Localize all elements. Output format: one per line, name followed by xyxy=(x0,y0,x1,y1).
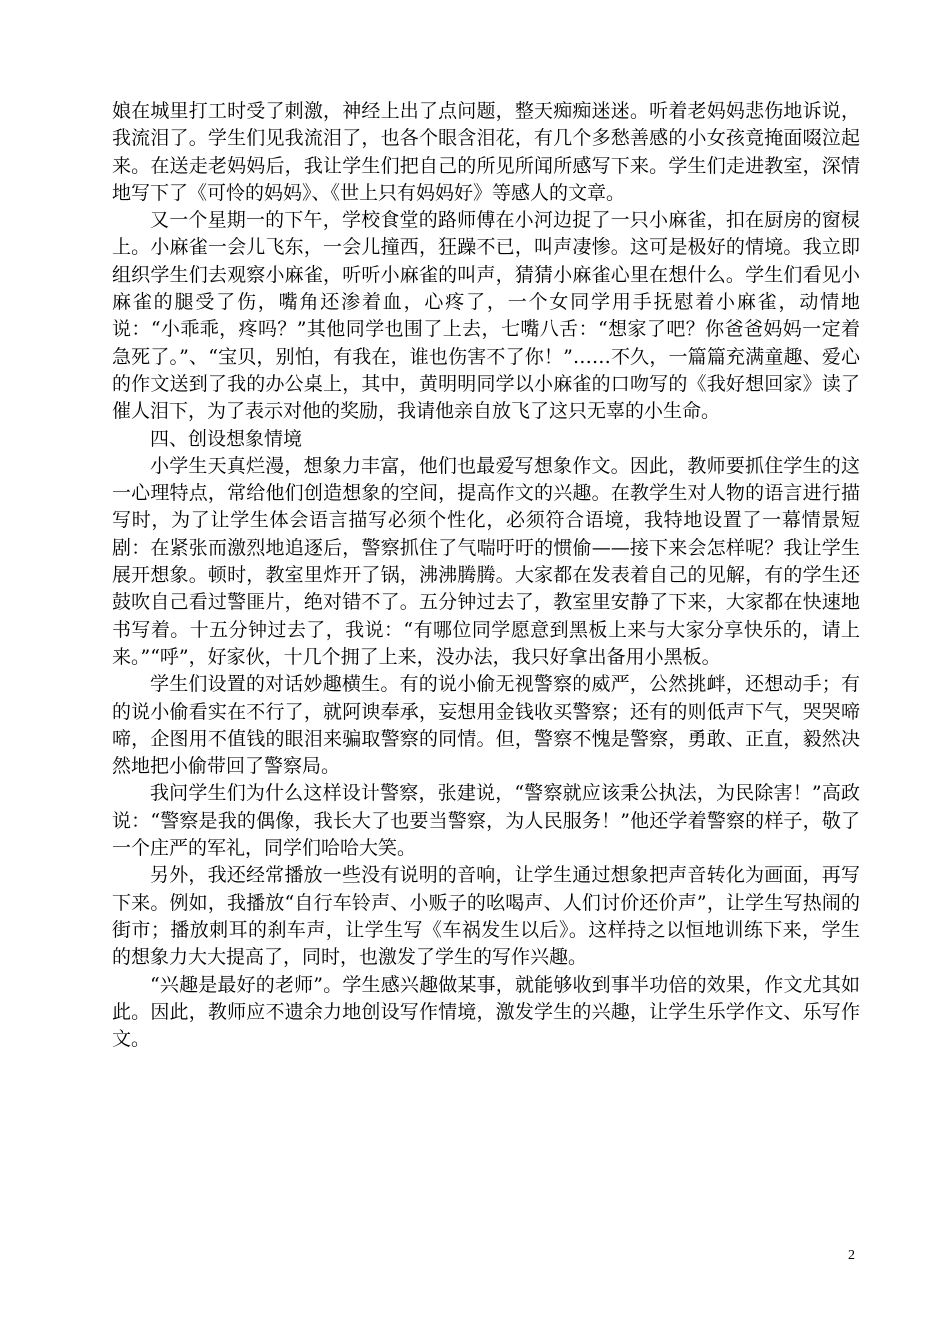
section-heading: 四、创设想象情境 xyxy=(150,427,303,450)
paragraph-dialogue: 学生们设置的对话妙趣横生。有的说小偷无视警察的威严，公然挑衅，还想动手；有的说小偷看实在不行了，就阿谀奉承，妄想用金钱收买警察；还有的则低声下气，哭哭啼啼，企图用不值钱的眼泪来骗取警察的同情。但，警察不愧是警察，勇敢、正直，毅然决然地把小偷带回了警察局。 xyxy=(112,673,860,778)
paragraph-sparrow: 又一个星期一的下午，学校食堂的路师傅在小河边捉了一只小麻雀，扣在厨房的窗棂上。小麻雀一会儿飞东，一会儿撞西，狂躁不已，叫声凄惨。这可是极好的情境。我立即组织学生们去观察小麻雀，听听小麻雀的叫声，猜猜小麻雀心里在想什么。学生们看见小麻雀的腿受了伤，嘴角还渗着血，心疼了，一个女同学用手抚慰着小麻雀，动情地说：“小乖乖，疼吗？”其他同学也围了上去，七嘴八舌：“想家了吧？你爸爸妈妈一定着急死了。”、“宝贝，别怕，有我在，谁也伤害不了你！”……不久，一篇篇充满童趣、爱心的作文送到了我的办公桌上，其中，黄明明同学以小麻雀的口吻写的《我好想回家》读了催人泪下，为了表示对他的奖励，我请他亲自放飞了这只无辜的小生命。 xyxy=(112,209,860,423)
paragraph-conclusion: “兴趣是最好的老师”。学生感兴趣做某事，就能够收到事半功倍的效果，作文尤其如此。因此，教师应不遗余力地创设写作情境，激发学生的兴趣，让学生乐学作文、乐写作文。 xyxy=(112,973,860,1051)
page-number: 2 xyxy=(848,1248,855,1263)
paragraph-imagination: 小学生天真烂漫，想象力丰富，他们也最爱写想象作文。因此，教师要抓住学生的这一心理特点，常给他们创造想象的空间，提高作文的兴趣。在教学生对人物的语言进行描写时，为了让学生体会语言描写必须个性化，必须符合语境，我特地设置了一幕情景短剧：在紧张而激烈地追逐后，警察抓住了气喘吁吁的惯偷——接下来会怎样呢？我让学生展开想象。顿时，教室里炸开了锅，沸沸腾腾。大家都在发表着自己的见解，有的学生还鼓吹自己看过警匪片，绝对错不了。五分钟过去了，教室里安静了下来，大家都在快速地书写着。十五分钟过去了，我说：“有哪位同学愿意到黑板上来与大家分享快乐的，请上来。”“呼”，好家伙，十几个拥了上来，没办法，我只好拿出备用小黑板。 xyxy=(112,454,860,668)
paragraph-continuation: 娘在城里打工时受了刺激，神经上出了点问题，整天痴痴迷迷。听着老妈妈悲伤地诉说，我流泪了。学生们见我流泪了，也各个眼含泪花，有几个多愁善感的小女孩竟掩面啜泣起来。在送走老妈妈后，我让学生们把自己的所见所闻所感写下来。学生们走进教室，深情地写下了《可怜的妈妈》、《世上只有妈妈好》等感人的文章。 xyxy=(112,100,860,204)
document-body xyxy=(112,98,860,1053)
paragraph-sounds: 另外，我还经常播放一些没有说明的音响，让学生通过想象把声音转化为画面，再写下来。例如，我播放“自行车铃声、小贩子的吆喝声、人们讨价还价声”，让学生写热闹的街市；播放刺耳的刹车声，让学生写《车祸发生以后》。这样持之以恒地训练下来，学生的想象力大大提高了，同时，也激发了学生的写作兴趣。 xyxy=(112,864,860,969)
paragraph-police: 我问学生们为什么这样设计警察，张建说，“警察就应该秉公执法，为民除害！”高政说：“警察是我的偶像，我长大了也要当警察，为人民服务！”他还学着警察的样子，敬了一个庄严的军礼，同学们哈哈大笑。 xyxy=(112,782,860,860)
